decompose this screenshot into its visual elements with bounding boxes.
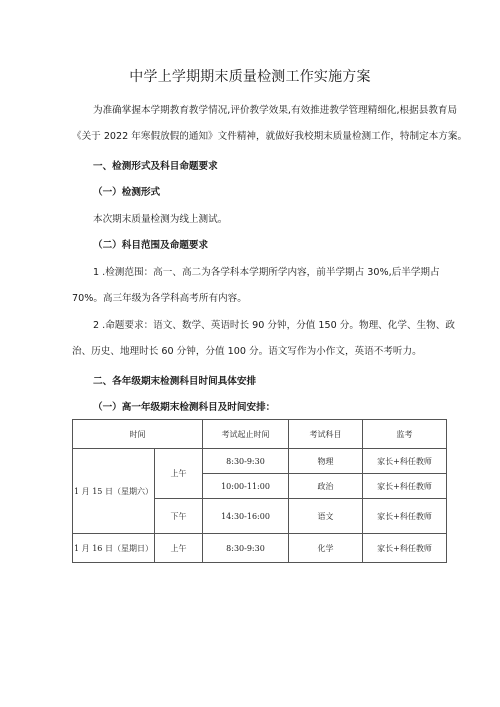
proctor-cell: 家长+科任教师 [363, 534, 447, 563]
subject-cell: 化学 [289, 534, 363, 563]
header-range: 考试起止时间 [203, 420, 289, 449]
table-row [73, 534, 447, 563]
item-2-line-2: 治、历史、地理时长 60 分钟，分值 100 分。语文写作为小作文，英语不考听力。 [72, 346, 422, 357]
session-cell: 下午 [155, 499, 203, 534]
intro-line-1: 为准确掌握本学期教育教学情况,评价教学效果,有效推进教学管理精细化,根据县教育局 [93, 105, 458, 116]
header-proctor: 监考 [363, 420, 447, 449]
proctor-cell: 家长+科任教师 [363, 449, 447, 474]
session-cell: 上午 [155, 534, 203, 563]
section-2-heading: 二、各年级期末检测科目时间具体安排 [93, 376, 257, 387]
subject-cell: 物理 [289, 449, 363, 474]
time-range-cell: 14:30-16:00 [203, 499, 289, 534]
subsection-2-heading: （二）科目范围及命题要求 [93, 240, 209, 251]
header-subject: 考试科目 [289, 420, 363, 449]
subject-cell: 政治 [289, 474, 363, 499]
item-1-line-2: 70%。高三年级为各学科高考所有内容。 [72, 293, 247, 304]
date-cell: 1 月 15 日（星期六） [73, 449, 155, 534]
subsection-3-heading: （一）高一年级期末检测科目及时间安排： [93, 402, 276, 413]
table-header-row [73, 420, 447, 449]
subsection-1-text: 本次期末质量检测为线上测试。 [93, 214, 228, 225]
section-1-heading: 一、检测形式及科目命题要求 [93, 161, 218, 172]
session-cell: 上午 [155, 449, 203, 499]
item-1-line-1: 1 .检测范围：高一、高二为各学科本学期所学内容，前半学期占 30%,后半学期占 [93, 267, 440, 278]
header-time: 时间 [73, 420, 203, 449]
date-cell: 1 月 16 日（星期日） [73, 534, 155, 563]
proctor-cell: 家长+科任教师 [363, 474, 447, 499]
item-2-line-1: 2 .命题要求：语文、数学、英语时长 90 分钟，分值 150 分。物理、化学、生物、政 [93, 320, 455, 331]
proctor-cell: 家长+科任教师 [363, 499, 447, 534]
table-row [73, 449, 447, 474]
time-range-cell: 8:30-9:30 [203, 534, 289, 563]
subject-cell: 语文 [289, 499, 363, 534]
document-title: 中学上学期期末质量检测工作实施方案 [129, 69, 371, 85]
schedule-table [72, 419, 447, 563]
time-range-cell: 10:00-11:00 [203, 474, 289, 499]
time-range-cell: 8:30-9:30 [203, 449, 289, 474]
intro-line-2: 《关于 2022 年寒假放假的通知》文件精神，就做好我校期末质量检测工作，特制定本方案。 [72, 131, 468, 142]
subsection-1-heading: （一）检测形式 [93, 187, 161, 198]
